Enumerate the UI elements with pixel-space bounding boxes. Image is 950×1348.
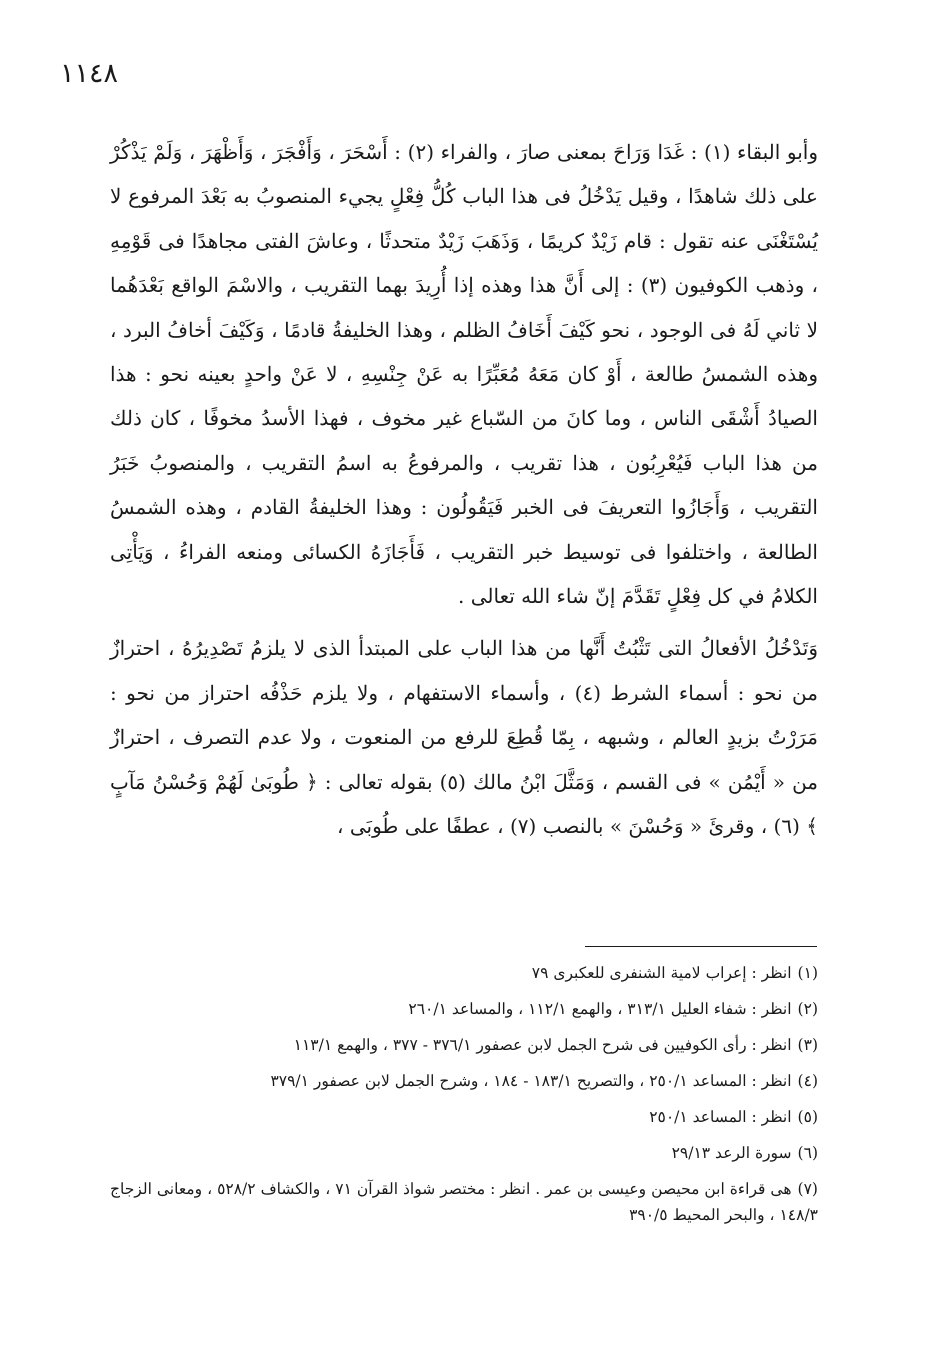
footnote-number: (٤) [797, 1072, 818, 1090]
footnote-number: (٥) [797, 1108, 818, 1126]
footnote-7 [110, 1176, 818, 1228]
footnote-number: (١) [797, 964, 818, 982]
footnote-number: (٣) [797, 1036, 818, 1054]
footnote-text: هى قراءة ابن محيصن وعيسى بن عمر . انظر : مختصر شواذ القرآن ٧١ ، والكشاف ٥٢٨/٢ ، ومعانى الزجاج ١٤٨/٣ ، والبحر المحيط ٣٩٠/٥ [110, 1180, 818, 1224]
footnote-text: انظر : رأى الكوفيين فى شرح الجمل لابن عصفور ٣٧٦/١ - ٣٧٧ ، والهمع ١١٣/١ [293, 1036, 792, 1054]
page-number: ١١٤٨ [60, 58, 119, 89]
body-paragraph-1: وأبو البقاء (١) : غَدَا وَرَاحَ بمعنى صارَ ، والفراء (٢) : أَسْحَرَ ، وَأَفْجَرَ ، وَأَظْهَرَ ، وَلَمْ يَذْكُرْ على ذلك شاهدًا ، وقيل يَدْخُلُ فى هذا الباب كُلُّ فِعْلٍ يجيء المنصوبُ به بَعْدَ المرفوع لا يُسْتَغْنَى عنه تقول : قام زَيْدٌ كريمًا ، وَذَهَبَ زَيْدٌ متحدثًا ، وعاشَ الفتى مجاهدًا فى قَوْمِهِ ، وذهب الكوفيون (٣) : إلى أَنَّ هذا وهذه إذا أُرِيدَ بهما التقريب ، والاسْمَ الواقع بَعْدَهُما لا ثاني لَهُ فى الوجود ، نحو كَيْفَ أَخَافُ الظلم ، وهذا الخليفةُ قادمًا ، وَكَيْفَ أخافُ البرد ، وهذه الشمسُ طالعة ، أَوْ كان مَعَهُ مُعَبِّرًا به عَنْ جِنْسِهِ ، لا عَنْ واحدٍ بعينه نحو : هذا الصيادُ أَشْقَى الناس ، وما كانَ من السّباع غير مخوف ، فهذا الأسدُ مخوفًا ، كان ذلك من هذا الباب فَيُعْرِبُون ، هذا تقريب ، والمرفوعُ به اسمُ التقريب ، والمنصوبُ خَبَرُ التقريب ، وَأَجَازُوا التعريفَ فى الخبر فَيَقُولُون : وهذا الخليفةُ القادم ، وهذه الشمسُ الطالعة ، واختلفوا فى توسيط خبر التقريب ، فَأَجَازَهُ الكسائى ومنعه الفراءُ ، وَيَأْتِى الكلامُ في كل فِعْلٍ تَقَدَّمَ إنّ شاء الله تعالى . [110, 140, 818, 609]
footnote-text: انظر : المساعد ٢٥٠/١ [649, 1108, 792, 1126]
footnote-separator [585, 946, 817, 947]
footnote-3 [110, 1032, 818, 1058]
footnote-text: انظر : شفاء العليل ٣١٣/١ ، والهمع ١١٢/١ ، والمساعد ٢٦٠/١ [408, 1000, 792, 1018]
footnote-number: (٢) [797, 1000, 818, 1018]
body-paragraph-2: وَتَدْخُلُ الأفعالُ التى تَثْبُتُ أَنَّها من هذا الباب على المبتدأ الذى لا يلزمُ تَصْدِيرُهُ ، احترازٌ من نحو : أسماء الشرط (٤) ، وأسماء الاستفهام ، ولا يلزم حَذْفُه احتراز من نحو : مَرَرْتُ بزيدٍ العالم ، وشبهه ، بِمّا قُطِعَ للرفع من المنعوت ، ولا عدم التصرف ، احترازٌ من « أَيْمُن » فى القسم ، وَمَثَّلَ ابْنُ مالك (٥) بقوله تعالى : ﴿ طُوبَىٰ لَهُمْ وَحُسْنُ مَآبٍ ﴾ (٦) ، وقرئَ « وَحُسْنَ » بالنصب (٧) ، عطفًا على طُوبَى ، [110, 636, 819, 839]
footnote-6 [110, 1140, 818, 1166]
footnote-number: (٦) [797, 1144, 818, 1162]
footnote-2 [110, 996, 818, 1022]
footnote-text: انظر : إعراب لامية الشنفرى للعكبرى ٧٩ [531, 964, 792, 982]
footnote-text: انظر : المساعد ٢٥٠/١ ، والتصريح ١٨٣/١ - ١٨٤ ، وشرح الجمل لابن عصفور ٣٧٩/١ [270, 1072, 792, 1090]
footnote-4 [110, 1068, 818, 1094]
footnote-5 [110, 1104, 818, 1130]
footnote-text: سورة الرعد ٢٩/١٣ [671, 1144, 792, 1162]
footnote-1 [110, 960, 818, 986]
footnotes [110, 960, 818, 1238]
footnote-number: (٧) [797, 1180, 818, 1198]
main-text [110, 130, 818, 857]
